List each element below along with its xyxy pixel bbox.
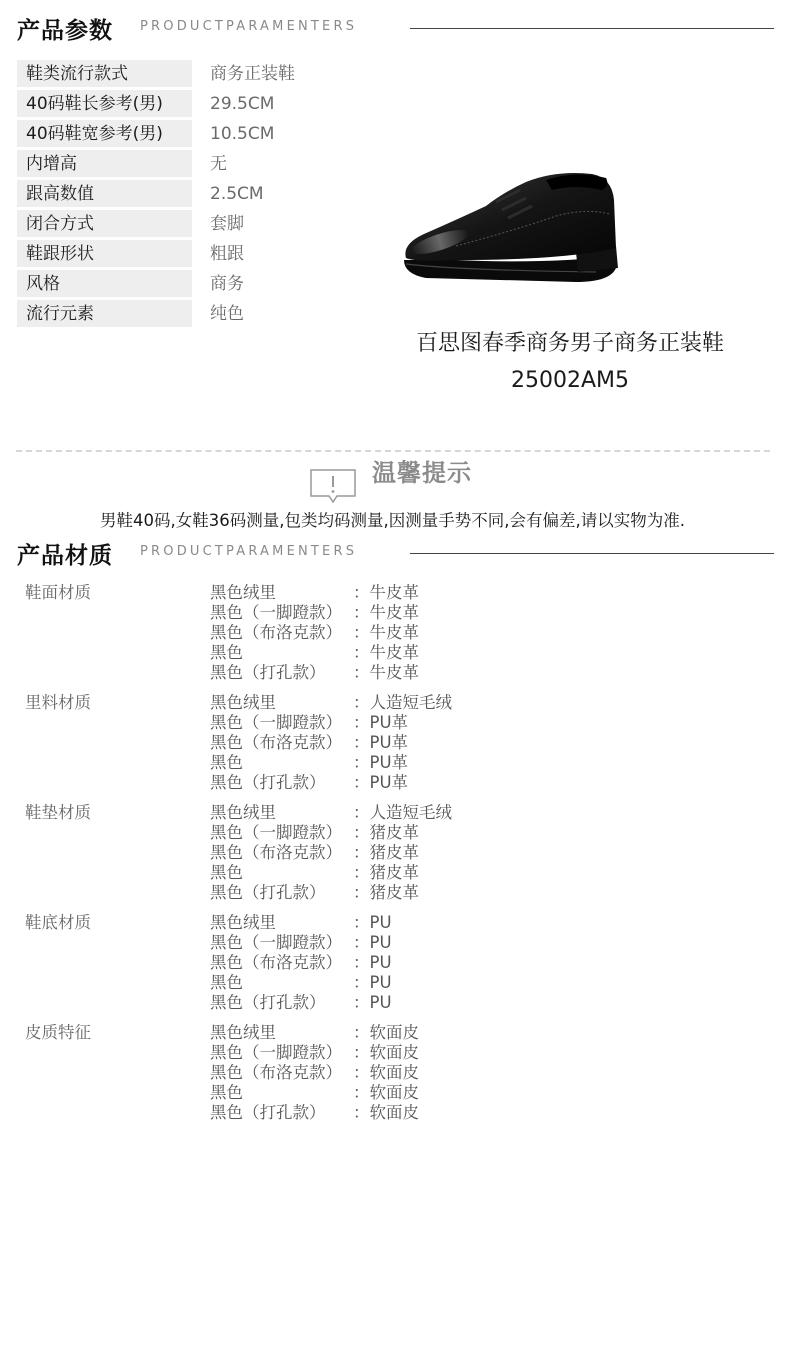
material-color-variant: 黑色 <box>210 973 243 992</box>
material-label: 鞋垫材质 <box>25 803 91 822</box>
spec-value: 粗跟 <box>210 244 244 264</box>
spec-row <box>17 240 317 270</box>
material-value: ：软面皮 <box>353 1023 419 1042</box>
spec-value: 无 <box>210 154 227 174</box>
material-label: 里料材质 <box>25 693 91 712</box>
spec-label: 风格 <box>17 270 192 297</box>
material-value: ：牛皮革 <box>353 663 419 682</box>
spec-value: 2.5CM <box>210 184 264 204</box>
product-shoe-image <box>396 160 626 290</box>
material-value: ：人造短毛绒 <box>353 803 452 822</box>
material-value: ：PU <box>353 913 392 932</box>
material-group <box>0 912 790 1022</box>
material-label: 鞋底材质 <box>25 913 91 932</box>
notice-text: 男鞋40码,女鞋36码测量,包类均码测量,因测量手势不同,会有偏差,请以实物为准. <box>100 511 685 530</box>
spec-row <box>17 210 317 240</box>
params-section-header <box>0 8 790 48</box>
material-color-variant: 黑色（打孔款） <box>210 993 326 1012</box>
material-color-variant: 黑色（一脚蹬款） <box>210 603 342 622</box>
params-section-title: 产品参数 <box>17 18 113 44</box>
material-value: ：PU革 <box>353 753 409 772</box>
materials-section-subtitle: PRODUCTPARAMENTERS <box>140 544 358 559</box>
materials-table <box>0 582 790 1132</box>
spec-row <box>17 60 317 90</box>
section-divider <box>410 28 774 29</box>
params-section-subtitle: PRODUCTPARAMENTERS <box>140 19 358 34</box>
notice-title: 温馨提示 <box>372 459 472 487</box>
spec-row <box>17 270 317 300</box>
spec-label: 40码鞋长参考(男) <box>17 90 192 117</box>
material-group <box>0 692 790 802</box>
material-color-variant: 黑色 <box>210 863 243 882</box>
spec-row <box>17 300 317 330</box>
product-name: 百思图春季商务男子商务正装鞋 <box>415 331 724 356</box>
material-color-variant: 黑色 <box>210 643 243 662</box>
material-value: ：牛皮革 <box>353 603 419 622</box>
material-color-variant: 黑色（一脚蹬款） <box>210 713 342 732</box>
material-value: ：猪皮革 <box>353 823 419 842</box>
material-value: ：PU <box>353 973 392 992</box>
spec-value: 10.5CM <box>210 124 275 144</box>
material-color-variant: 黑色（布洛克款） <box>210 623 342 642</box>
material-value: ：软面皮 <box>353 1103 419 1122</box>
material-color-variant: 黑色（打孔款） <box>210 883 326 902</box>
material-value: ：牛皮革 <box>353 583 419 602</box>
spec-table <box>17 60 317 330</box>
spec-label: 鞋类流行款式 <box>17 60 192 87</box>
material-color-variant: 黑色（布洛克款） <box>210 733 342 752</box>
material-color-variant: 黑色（布洛克款） <box>210 1063 342 1082</box>
material-color-variant: 黑色（一脚蹬款） <box>210 823 342 842</box>
material-value: ：牛皮革 <box>353 623 419 642</box>
spec-label: 流行元素 <box>17 300 192 327</box>
spec-label: 40码鞋宽参考(男) <box>17 120 192 147</box>
material-value: ：猪皮革 <box>353 883 419 902</box>
spec-label: 鞋跟形状 <box>17 240 192 267</box>
material-value: ：牛皮革 <box>353 643 419 662</box>
material-color-variant: 黑色（布洛克款） <box>210 953 342 972</box>
spec-label: 跟高数值 <box>17 180 192 207</box>
section-divider <box>410 553 774 554</box>
material-value: ：PU <box>353 953 392 972</box>
spec-value: 套脚 <box>210 214 244 234</box>
material-value: ：软面皮 <box>353 1083 419 1102</box>
materials-section-title: 产品材质 <box>17 543 113 569</box>
spec-value: 纯色 <box>210 304 244 324</box>
material-group <box>0 802 790 912</box>
spec-label: 闭合方式 <box>17 210 192 237</box>
material-color-variant: 黑色（一脚蹬款） <box>210 1043 342 1062</box>
material-group <box>0 582 790 692</box>
material-value: ：软面皮 <box>353 1043 419 1062</box>
material-color-variant: 黑色（一脚蹬款） <box>210 933 342 952</box>
product-code: 25002AM5 <box>510 368 629 393</box>
material-value: ：PU <box>353 993 392 1012</box>
material-color-variant: 黑色（布洛克款） <box>210 843 342 862</box>
dashed-divider <box>16 450 770 452</box>
material-value: ：猪皮革 <box>353 843 419 862</box>
material-color-variant: 黑色 <box>210 1083 243 1102</box>
material-group <box>0 1022 790 1132</box>
material-value: ：PU革 <box>353 713 409 732</box>
material-color-variant: 黑色绒里 <box>210 803 276 822</box>
spec-value: 商务正装鞋 <box>210 64 295 84</box>
material-color-variant: 黑色绒里 <box>210 1023 276 1042</box>
spec-value: 29.5CM <box>210 94 275 114</box>
material-color-variant: 黑色绒里 <box>210 583 276 602</box>
material-value: ：软面皮 <box>353 1063 419 1082</box>
material-value: ：PU革 <box>353 733 409 752</box>
material-label: 皮质特征 <box>25 1023 91 1042</box>
material-value: ：人造短毛绒 <box>353 693 452 712</box>
material-color-variant: 黑色绒里 <box>210 693 276 712</box>
material-color-variant: 黑色绒里 <box>210 913 276 932</box>
material-color-variant: 黑色（打孔款） <box>210 1103 326 1122</box>
exclamation-speech-bubble-icon <box>309 468 357 504</box>
spec-label: 内增高 <box>17 150 192 177</box>
spec-row <box>17 150 317 180</box>
material-color-variant: 黑色（打孔款） <box>210 773 326 792</box>
material-value: ：PU革 <box>353 773 409 792</box>
material-color-variant: 黑色（打孔款） <box>210 663 326 682</box>
material-value: ：猪皮革 <box>353 863 419 882</box>
materials-section-header <box>0 533 790 573</box>
material-color-variant: 黑色 <box>210 753 243 772</box>
spec-row <box>17 180 317 210</box>
spec-value: 商务 <box>210 274 244 294</box>
material-label: 鞋面材质 <box>25 583 91 602</box>
spec-row <box>17 90 317 120</box>
material-value: ：PU <box>353 933 392 952</box>
spec-row <box>17 120 317 150</box>
